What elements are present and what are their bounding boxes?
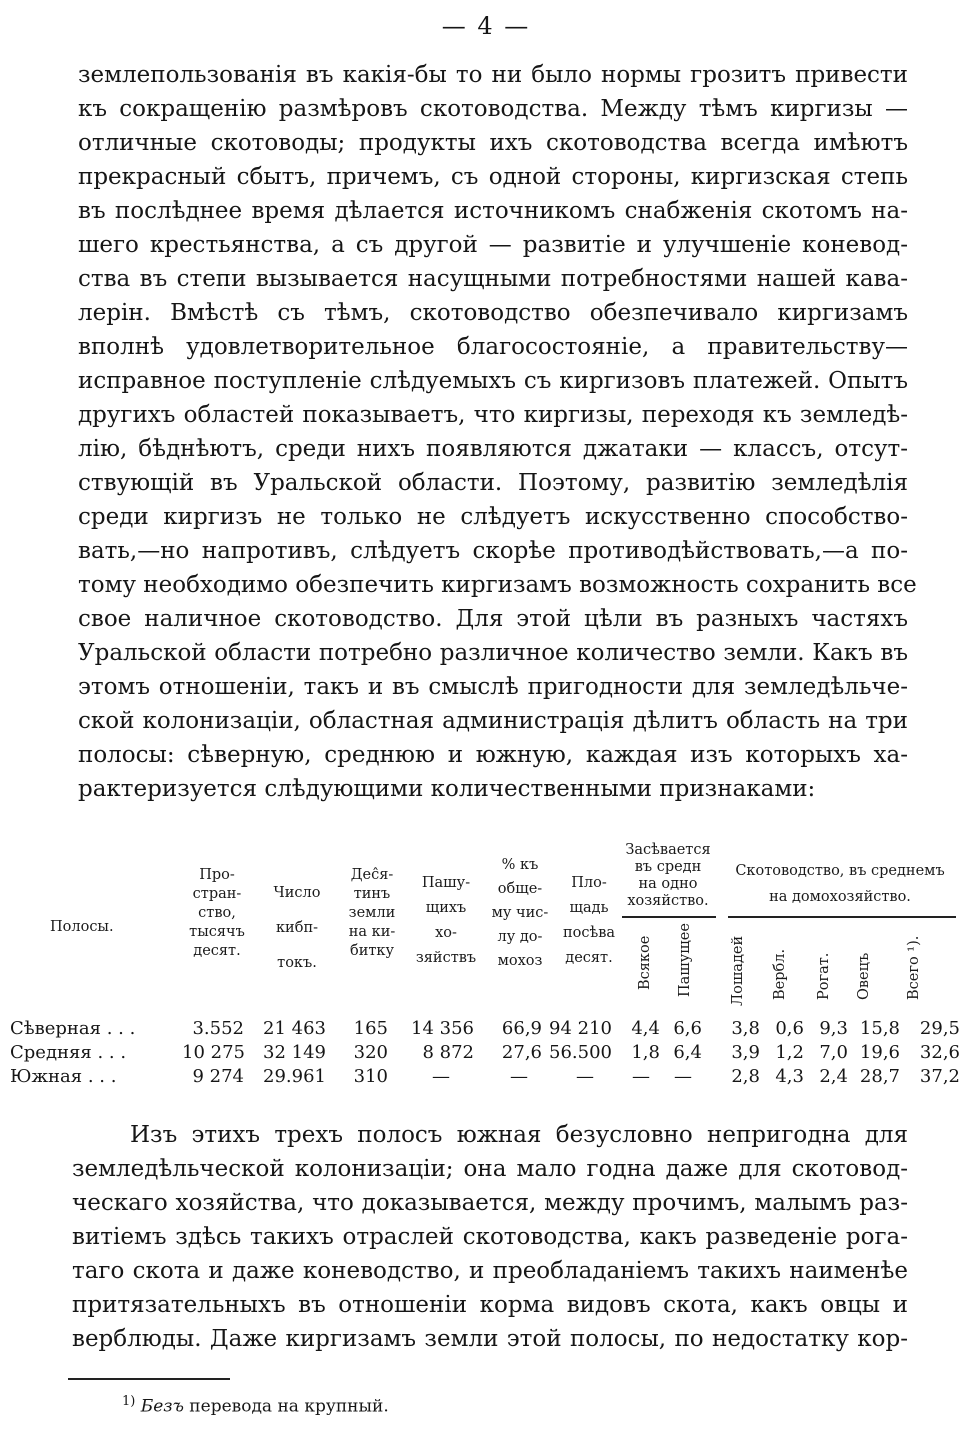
- text-line: ской колонизаціи, областная администрація дѣлитъ область на три: [78, 708, 908, 734]
- header-line: хозяйство.: [627, 893, 709, 909]
- page-number: — 4 —: [441, 12, 531, 40]
- header-rogat: Рогат.: [816, 952, 832, 1000]
- header-line: Про-: [199, 867, 235, 883]
- text-line: среди киргизъ не только не слѣдуетъ искусственно способство-: [78, 504, 908, 530]
- cell: 4,4: [631, 1018, 660, 1039]
- cell: —: [674, 1066, 692, 1087]
- cell: 6,6: [673, 1018, 702, 1039]
- header-line: посѣва: [562, 925, 616, 941]
- text-line: полосы: сѣверную, среднюю и южную, каждая изъ которыхъ ха-: [78, 742, 908, 768]
- cell: 37,2: [919, 1066, 960, 1087]
- text-line: къ сокращенію размѣровъ скотоводства. Между тѣмъ киргизы —: [78, 96, 908, 122]
- header-ovets: Овецъ: [856, 952, 872, 1000]
- header-loshadey: Лошадей: [730, 935, 746, 1006]
- header-line: обще-: [497, 881, 543, 897]
- paragraph-top: [78, 58, 917, 806]
- text-line: свое наличное скотоводство. Для этой цѣли въ разныхъ частяхъ: [78, 606, 908, 632]
- header-line: % къ: [501, 857, 539, 873]
- cell: 27,6: [501, 1042, 542, 1063]
- cell: 29.961: [263, 1066, 326, 1087]
- header-line: зяйствъ: [415, 950, 477, 966]
- header-procent: [488, 856, 552, 971]
- cell: 1,8: [631, 1042, 660, 1063]
- header-vsyakoe: Всякое: [637, 935, 653, 990]
- header-line: на домохозяйство.: [769, 889, 911, 905]
- header-polosy: Полосы.: [50, 919, 114, 935]
- text-line: землепользованія въ какія-бы то ни было нормы грозитъ привести: [78, 62, 908, 88]
- header-line: ство,: [198, 905, 236, 921]
- cell: 7,0: [819, 1042, 848, 1063]
- header-line: на ки-: [348, 924, 396, 940]
- header-line: щихъ: [425, 900, 467, 916]
- text-line: тому необходимо обезпечить киргизамъ возможность сохранить все: [78, 572, 917, 598]
- header-line: земли: [348, 905, 396, 921]
- header-pashushchee: Пашущее: [677, 923, 693, 997]
- header-vsego: Всего ¹).: [906, 935, 922, 1000]
- header-line: Пло-: [571, 875, 607, 891]
- header-line: Скотоводство, въ среднемъ: [735, 863, 945, 879]
- header-line: му чис-: [491, 905, 549, 921]
- cell: 21 463: [263, 1018, 326, 1039]
- header-line: Дес̂я-: [350, 867, 394, 883]
- text-line: исправное поступленіе слѣдуемыхъ съ киргизовъ платежей. Опытъ: [78, 368, 908, 394]
- header-line: мохоз: [497, 953, 543, 969]
- header-line: токъ.: [277, 955, 317, 971]
- text-line: земледѣльческой колонизаціи; она мало годна даже для скотовод-: [72, 1156, 908, 1182]
- cell: 94 210: [549, 1018, 612, 1039]
- cell: 165: [353, 1018, 388, 1039]
- cell: 6,4: [673, 1042, 702, 1063]
- cell: 9 274: [192, 1066, 244, 1087]
- cell: —: [576, 1066, 594, 1087]
- header-line: битку: [349, 943, 394, 959]
- header-ploshchad: [556, 874, 622, 968]
- text-line: шего крестьянства, а съ другой — развитіе и улучшеніе коневод-: [78, 232, 908, 258]
- text-line: въ послѣднее время дѣлается источникомъ снабженія скотомъ на-: [78, 198, 908, 224]
- cell: 3,9: [731, 1042, 760, 1063]
- footnote-italic: Безъ: [140, 1396, 184, 1417]
- cell: —: [632, 1066, 650, 1087]
- header-line: тысячъ: [189, 924, 245, 940]
- header-desyatin: [340, 866, 404, 961]
- footnote-divider: [68, 1378, 230, 1380]
- text-line: ческаго хозяйства, что доказывается, между прочимъ, малымъ раз-: [72, 1190, 908, 1216]
- row-name: Южная . . .: [10, 1066, 117, 1087]
- cell: 32 149: [263, 1042, 326, 1063]
- cell: 4,3: [775, 1066, 804, 1087]
- cell: 0,6: [775, 1018, 804, 1039]
- header-line: Засѣвается: [625, 842, 711, 858]
- text-line: этомъ отношеніи, такъ и въ смыслѣ пригодности для земледѣльче-: [78, 674, 908, 700]
- text-line: рактеризуется слѣдующими количественными признаками:: [78, 776, 816, 802]
- header-line: Пашу-: [421, 875, 471, 891]
- text-line: витіемъ здѣсь такихъ отраслей скотоводства, какъ разведеніе рога-: [72, 1224, 908, 1250]
- cell: 3.552: [192, 1018, 244, 1039]
- text-line: лерін. Вмѣстѣ съ тѣмъ, скотоводство обезпечивало киргизамъ: [78, 300, 908, 326]
- header-zaseivaetsya: [618, 842, 718, 910]
- cell: 66,9: [501, 1018, 542, 1039]
- text-line: прекрасный сбытъ, причемъ, съ одной стороны, киргизская степь: [78, 164, 908, 190]
- text-line: притязательныхъ въ отношеніи корма видовъ скота, какъ овцы и: [72, 1292, 908, 1318]
- cell: 2,8: [731, 1066, 760, 1087]
- header-skotovodstvo: [724, 858, 956, 910]
- header-line: щадь: [569, 900, 609, 916]
- header-line: въ средн: [634, 859, 702, 875]
- text-line: Изъ этихъ трехъ полосъ южная безусловно непригодна для: [130, 1122, 908, 1148]
- text-line: лію, бѣднѣютъ, среди нихъ появляются джатаки — классъ, отсут-: [78, 436, 908, 462]
- text-line: другихъ областей показываетъ, что киргизы, переходя къ земледѣ-: [78, 402, 908, 428]
- text-line: ствующій въ Уральской области. Поэтому, развитію земледѣлія: [78, 470, 908, 496]
- text-line: отличные скотоводы; продукты ихъ скотоводства всегда имѣютъ: [78, 130, 908, 156]
- cell: 14 356: [411, 1018, 474, 1039]
- header-line: десят.: [565, 950, 613, 966]
- header-chislo: [262, 884, 332, 973]
- cell: 3,8: [731, 1018, 760, 1039]
- cell: 1,2: [775, 1042, 804, 1063]
- cell: 320: [353, 1042, 388, 1063]
- cell: 32,6: [919, 1042, 960, 1063]
- header-line: кибп-: [275, 920, 319, 936]
- cell: 28,7: [859, 1066, 900, 1087]
- header-line: Число: [273, 885, 321, 901]
- cell: 15,8: [859, 1018, 900, 1039]
- header-verbl: Вербл.: [772, 948, 788, 1000]
- statistics-table: [10, 836, 965, 1096]
- header-line: тинъ: [353, 886, 391, 902]
- text-line: вать,—но напротивъ, слѣдуетъ скорѣе противодѣйствовать,—а по-: [78, 538, 908, 564]
- text-line: ства въ степи вызывается насущными потребностями нашей кава-: [78, 266, 908, 292]
- row-name: Сѣверная . . .: [10, 1018, 136, 1039]
- footnote-text: перевода на крупный.: [183, 1396, 389, 1417]
- header-rule: [622, 916, 716, 918]
- header-line: хо-: [435, 925, 457, 941]
- cell: —: [432, 1066, 450, 1087]
- text-line: таго скота и даже коневодство, и преобладаніемъ такихъ наименѣе: [72, 1258, 908, 1284]
- cell: 310: [353, 1066, 388, 1087]
- cell: 10 275: [182, 1042, 245, 1063]
- footnote: [122, 1394, 389, 1417]
- header-rule: [728, 916, 956, 918]
- row-name: Средняя . . .: [10, 1042, 127, 1063]
- cell: 56.500: [549, 1042, 612, 1063]
- cell: 19,6: [859, 1042, 900, 1063]
- cell: 29,5: [919, 1018, 960, 1039]
- header-line: десят.: [193, 943, 241, 959]
- cell: —: [510, 1066, 528, 1087]
- footnote-mark: 1): [122, 1394, 136, 1409]
- header-line: на одно: [638, 876, 698, 892]
- cell: 2,4: [819, 1066, 848, 1087]
- cell: 8 872: [422, 1042, 474, 1063]
- cell: 9,3: [819, 1018, 848, 1039]
- header-pashushchikh: [410, 874, 482, 968]
- text-line: верблюды. Даже киргизамъ земли этой полосы, по недостатку кор-: [72, 1326, 908, 1352]
- paragraph-bottom: [72, 1118, 908, 1356]
- text-line: Уральской области потребно различное количество земли. Какъ въ: [78, 640, 908, 666]
- header-prostranstvo: [182, 866, 252, 961]
- header-line: стран-: [192, 886, 242, 902]
- text-line: вполнѣ удовлетворительное благосостояніе, а правительству—: [78, 334, 908, 360]
- header-line: лу до-: [497, 929, 543, 945]
